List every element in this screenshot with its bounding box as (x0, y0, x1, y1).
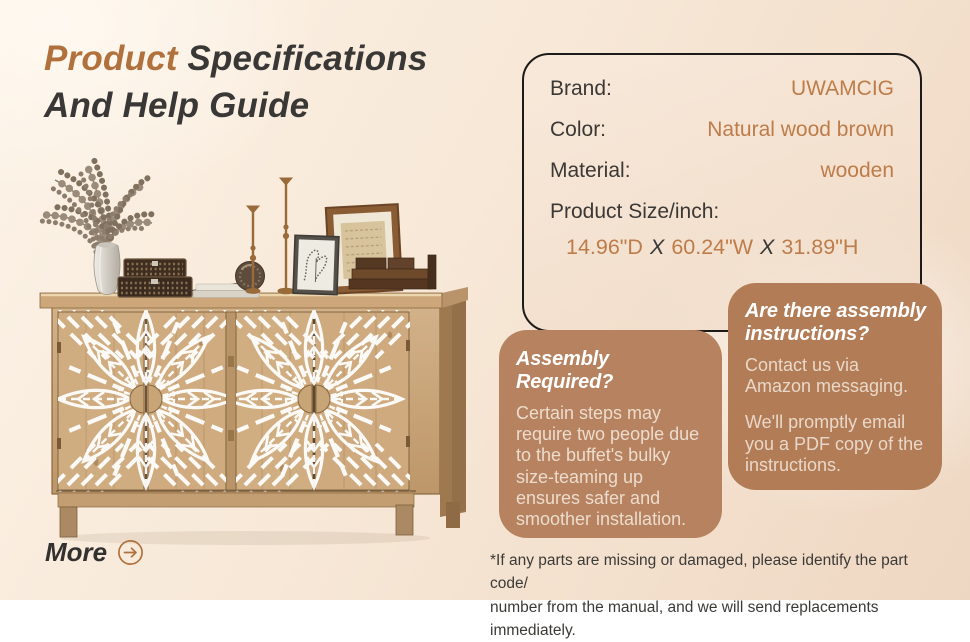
decor-plant (38, 160, 158, 252)
spec-row-color (550, 118, 894, 142)
size-x-separator: X (760, 235, 774, 259)
spec-label-color: Color: (550, 118, 606, 142)
spec-row-material (550, 159, 894, 183)
page-title-line2: And Help Guide (44, 83, 428, 130)
decor-vase (94, 242, 120, 294)
callout-assembly-instructions (728, 283, 942, 490)
spec-value-color: Natural wood brown (707, 118, 894, 142)
decor-sphere (236, 262, 265, 291)
spec-value-material: wooden (820, 159, 894, 183)
callout-assembly-heading: Assembly Required? (516, 348, 707, 394)
spec-row-brand (550, 77, 894, 101)
spec-size-value (550, 235, 894, 260)
product-image (0, 150, 480, 550)
callout-instructions-paragraph-2: We'll promptly email you a PDF copy of the instructions. (745, 412, 928, 476)
size-height: 31.89"H (781, 235, 858, 259)
size-x-separator: X (650, 235, 664, 259)
spec-size-label: Product Size/inch: (550, 200, 894, 224)
size-depth: 14.96"D (566, 235, 643, 259)
callout-instructions-heading: Are there assembly instructions? (745, 300, 928, 346)
decor-book-stack (349, 255, 436, 289)
more-button[interactable] (45, 537, 144, 568)
decor-woven-boxes (118, 259, 192, 297)
footnote-line1: *If any parts are missing or damaged, please identify the part code/ (490, 549, 950, 596)
page-title-rest: Specifications (187, 39, 427, 78)
page-title (44, 36, 428, 129)
page-title-accent: Product (44, 39, 178, 78)
spec-label-brand: Brand: (550, 77, 612, 101)
arrow-right-circle-icon (117, 539, 144, 566)
decor-candlesticks (246, 178, 294, 294)
cabinet (20, 283, 468, 537)
more-label: More (45, 537, 107, 568)
footnote-line2: number from the manual, and we will send replacements immediately. (490, 596, 950, 642)
callout-assembly-required (499, 330, 722, 538)
spec-label-material: Material: (550, 159, 631, 183)
size-width: 60.24"W (671, 235, 753, 259)
spec-value-brand: UWAMCIG (791, 77, 894, 101)
callout-instructions-paragraph-1: Contact us via Amazon messaging. (745, 355, 928, 397)
callout-assembly-body: Certain steps may require two people due to the buffet's bulky size-teaming up ensures safer and smoother installation. (516, 403, 707, 530)
footnote (490, 549, 950, 642)
page-title-line1 (44, 36, 428, 83)
